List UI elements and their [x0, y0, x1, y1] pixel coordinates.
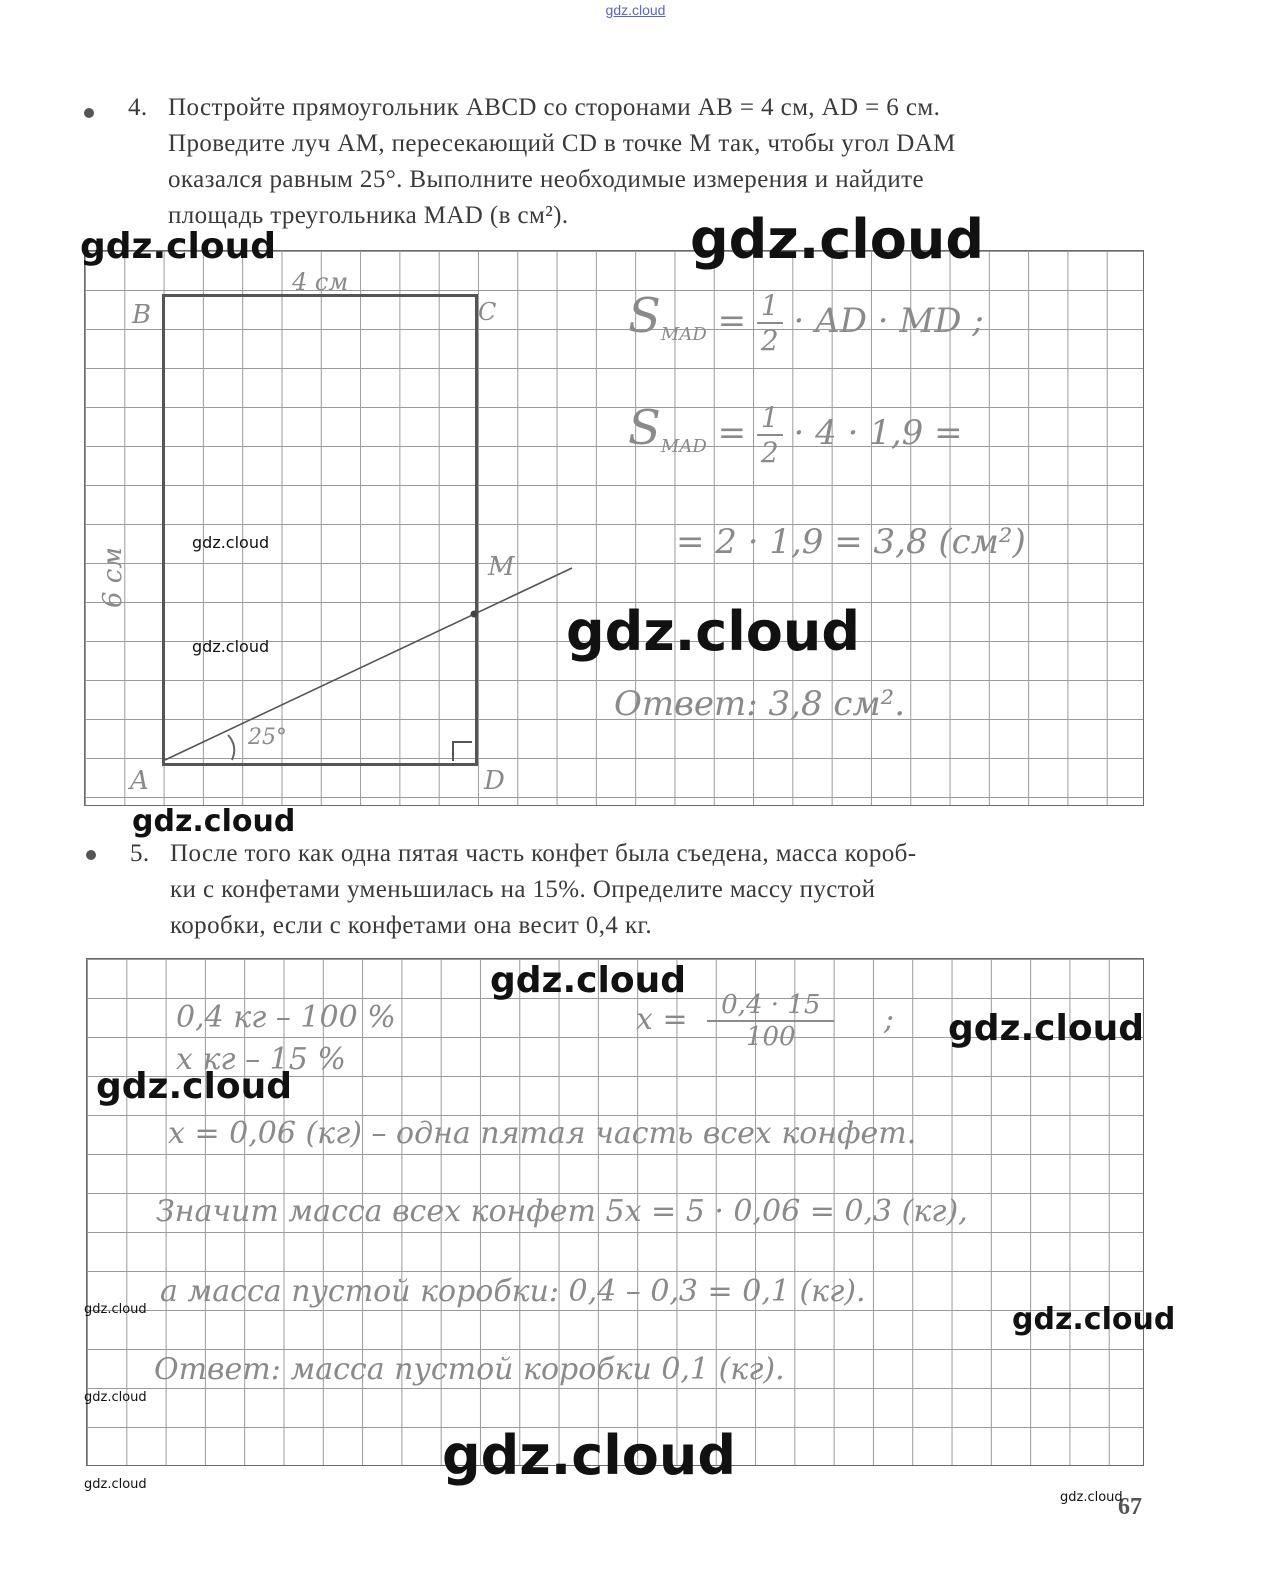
task4-answer: Ответ: 3,8 см². — [614, 684, 906, 724]
angle-label: 25° — [248, 725, 287, 750]
watermark: gdz.cloud — [96, 1066, 292, 1107]
watermark: gdz.cloud — [490, 960, 686, 1001]
watermark: gdz.cloud — [948, 1008, 1144, 1049]
area-result-line: = 2 · 1,9 = 3,8 (см²) — [676, 522, 1026, 562]
fraction-numerator-2: 1 — [757, 401, 783, 436]
watermark: gdz.cloud — [84, 1390, 147, 1405]
proportion-line-2: x кг – 15 % — [176, 1042, 346, 1077]
watermark: gdz.cloud — [84, 1302, 147, 1317]
area-equals: = — [717, 301, 747, 341]
watermark: gdz.cloud — [192, 637, 270, 656]
fraction-denominator-2: 2 — [760, 436, 779, 469]
task5-line-2: ки с конфетами уменьшилась на 15%. Определите массу пустой — [170, 876, 876, 903]
point-m-label: M — [488, 552, 515, 582]
x-numerator: 0,4 · 15 — [707, 990, 834, 1022]
watermark: gdz.cloud — [80, 226, 276, 267]
area-substitution-rhs: · 4 · 1,9 = — [793, 413, 963, 453]
watermark: gdz.cloud — [690, 208, 984, 271]
task5-answer: Ответ: масса пустой коробки 0,1 (кг). — [154, 1352, 785, 1387]
solution-line-5: а масса пустой коробки: 0,4 – 0,3 = 0,1 (кг). — [160, 1274, 866, 1309]
area-symbol-2: S — [628, 400, 661, 456]
watermark: gdz.cloud — [192, 533, 270, 552]
watermark: gdz.cloud — [84, 1477, 147, 1492]
vertex-d-label: D — [484, 766, 505, 796]
task4-line-3: оказался равным 25°. Выполните необходимые измерения и найдите — [168, 166, 925, 193]
task4-line-4: площадь треугольника MAD (в см²). — [168, 202, 569, 229]
area-substitution-line — [628, 400, 963, 469]
task5-statement — [130, 836, 1150, 944]
watermark: gdz.cloud — [1012, 1302, 1176, 1337]
left-side-label: 6 см — [98, 547, 128, 608]
area-formula-line — [628, 288, 984, 357]
page-number: 67 — [1118, 1494, 1142, 1520]
area-symbol: S — [628, 288, 661, 344]
task4-number: 4. — [128, 94, 148, 121]
vertex-b-label: B — [132, 300, 152, 330]
task4-line-2: Проведите луч AM, пересекающий CD в точке M так, чтобы угол DAM — [168, 130, 956, 157]
solution-line-4: Значит масса всех конфет 5x = 5 · 0,06 = 0,3 (кг), — [156, 1194, 968, 1229]
x-denominator: 100 — [745, 1022, 796, 1052]
vertex-c-label: C — [478, 298, 497, 326]
half-fraction-2 — [757, 401, 783, 469]
watermark: gdz.cloud — [442, 1424, 736, 1487]
x-semicolon: ; — [883, 1002, 895, 1037]
area-subscript: MAD — [660, 323, 707, 345]
solution-line-3: x = 0,06 (кг) – одна пятая часть всех конфет. — [168, 1116, 917, 1151]
task4-line-1: Постройте прямоугольник ABCD со сторонами AB = 4 см, AD = 6 см. — [168, 94, 941, 121]
x-equals: x = — [636, 1002, 688, 1037]
task5-line-1: После того как одна пятая часть конфет была съедена, масса короб- — [170, 840, 917, 867]
area-formula-rhs: · AD · MD ; — [793, 301, 984, 341]
task5-bullet — [86, 850, 96, 860]
watermark: gdz.cloud — [1060, 1490, 1123, 1505]
site-link[interactable]: gdz.cloud — [605, 2, 666, 18]
watermark: gdz.cloud — [132, 804, 296, 839]
watermark: gdz.cloud — [566, 600, 860, 663]
x-fraction — [707, 990, 834, 1052]
task5-line-3: коробки, если с конфетами она весит 0,4 кг. — [170, 912, 652, 939]
proportion-line-1: 0,4 кг – 100 % — [176, 1000, 396, 1035]
area-equals-2: = — [717, 413, 747, 453]
vertex-a-label: A — [130, 766, 149, 796]
half-fraction — [757, 289, 783, 357]
top-side-label: 4 см — [292, 268, 349, 296]
fraction-denominator: 2 — [760, 324, 779, 357]
fraction-numerator: 1 — [757, 289, 783, 324]
task5-number: 5. — [130, 840, 150, 867]
area-subscript-2: MAD — [660, 435, 707, 457]
